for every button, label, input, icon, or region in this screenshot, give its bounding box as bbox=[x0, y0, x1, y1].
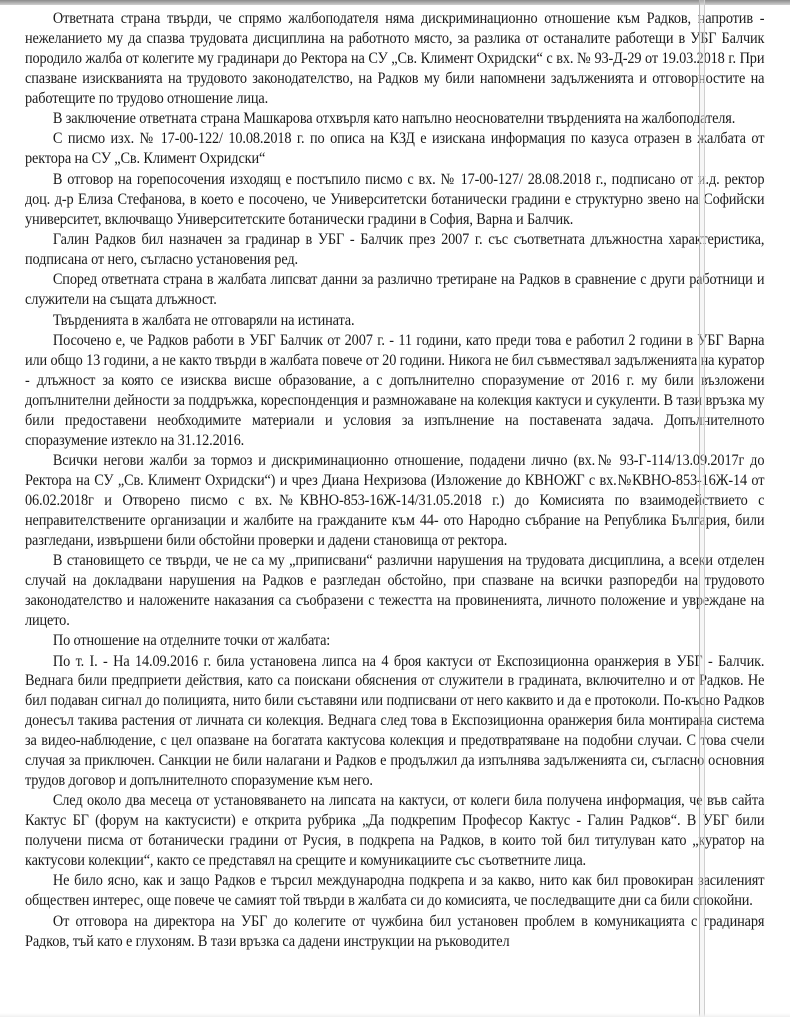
paragraph-claims-untrue: Твърденията в жалбата не отговаряли на истината. bbox=[52, 311, 355, 329]
document-page bbox=[25, 9, 765, 952]
paragraph-points-intro: По отношение на отделните точки от жалбата: bbox=[52, 632, 331, 650]
paragraph-unclear-support: Не било ясно, как и защо Радков е търсил международна подкрепа и за какво, нито как бил провокиран засиленият обществен интерес, още повече че самият той твърди в жалбата си до комисията, че последващите дни са били спокойни. bbox=[25, 872, 765, 910]
paragraph-kzd-letter: С писмо изх. № 17-00-122/ 10.08.2018 г. по описа на КЗД е изискана информация по казуса отразен в жалбата от ректора на СУ „Св. Климент Охридски“ bbox=[25, 130, 765, 168]
paragraph-communication-problem: От отговора на директора на УБГ до колегите от чужбина бил установен проблем в комуникацията с градинаря Радков, тъй като е глухоням. В тази връзка са дадени инструкции на ръководител bbox=[25, 912, 765, 950]
paragraph-forum: След около два месеца от установяването на липсата на кактуси, от колеги била получена информация, че във сайта Кактус БГ (форум на кактусисти) е открита рубрика „Да подкрепим Професор Кактус - Галин Радков“. В УБГ били получени писма от ботанически градини от Русия, в подкрепа на Радков, в които той бил титулуван като „куратор на кактусови колекции“, както се представял на срещите и комуникациите със съответните лица. bbox=[25, 792, 765, 870]
scan-top-edge bbox=[0, 0, 790, 5]
paragraph-work-history: Посочено е, че Радков работи в УБГ Балчик от 2007 г. - 11 години, като преди това е работил 2 години в УБГ Варна или общо 13 години, а не както твърди в жалбата повече от 20 години. Никога не бил съвместявал задълженията на куратор - длъжност за която се изисква висше образование, а с допълнително споразумение от 2016 г. му били възложени допълнителни дейности за поддръжка, кореспонденция и размножаване на колекция кактуси и сукуленти. В тази връзка му били предоставени необходимите материали и условия за изпълнение на поставената задача. Допълнителното споразумение изтекло на 31.12.2016. bbox=[25, 332, 765, 449]
paragraph-point-one: По т. I. - На 14.09.2016 г. била установена липса на 4 броя кактуси от Експозиционна оранжерия в УБГ - Балчик. Веднага били предприети действия, като са поискани обяснения от служители в градината, включително и от Радков. Не бил подаван сигнал до полицията, нито били съставяни или подписвани от него каквито и да е протоколи. По-късно Радков донесъл такива растения от личната си колекция. Веднага след това в Експозиционна оранжерия била монтирана система за видео-наблюдение, с цел опазване на богатата кактусова колекция и предотвратяване на подобни случаи. С това счели случая за приключен. Санкции не били налагани и Радков е продължил да изпълнява задълженията си, съгласно основния трудов договор и допълнителното споразумение към него. bbox=[25, 652, 765, 789]
paragraph-respondent-claims: Ответната страна твърди, че спрямо жалбоподателя няма дискриминационно отношение към Радков, напротив - нежеланието му да спазва трудовата дисциплина на работното място, за разлика от останалите работещи в УБГ Балчик породило жалба от колегите му градинари до Ректора на СУ „Св. Климент Охридски“ с вх. № 93-Д-29 от 19.03.2018 г. При спазване изискванията на трудовото законодателство, на Радков му били напомнени задълженията и отговорностите на работещите по трудово отношение лица. bbox=[25, 10, 765, 107]
paragraph-no-differential-treatment: Според ответната страна в жалбата липсват данни за различно третиране на Радков в сравнение с други работници и служители на същата длъжност. bbox=[25, 271, 765, 309]
paragraph-complaints: Всички негови жалби за тормоз и дискриминационно отношение, подадени лично (вх.№ 93-Г-114/13.09.2017г до Ректора на СУ „Св. Климент Охридски“) и чрез Диана Нехризова (Изложение до КВНОЖГ с вх.№КВНО-853-16Ж-14 от 06.02.2018г и Отворено писмо с вх.№КВНО-853-16Ж-14/31.05.2018 г.) до Комисията по взаимодействието с неправителствените организации и жалбите на гражданите към 44- ото Народно събрание на Република България, били разгледани, извършени били обстойни проверки и дадени становища от ректора. bbox=[25, 451, 765, 549]
scan-bottom-edge bbox=[0, 1013, 790, 1017]
paragraph-opinion: В становището се твърди, че не са му „приписвани“ различни нарушения на трудовата дисциплина, а всеки отделен случай на докладвани нарушения на Радков е разгледан обстойно, при спазване на всички разпоредби на трудовото законодателство и наложените наказания са съобразени с тежестта на провиненията, личното положение и увреждане на лицето. bbox=[25, 551, 765, 629]
paragraph-appointment: Галин Радков бил назначен за градинар в УБГ - Балчик през 2007 г. със съответната длъжностна характеристика, подписана от него, съгласно установения ред. bbox=[25, 230, 765, 268]
paragraph-rector-reply: В отговор на горепосочения изходящ е постъпило писмо с вх. № 17-00-127/ 28.08.2018 г., подписано от и.д. ректор доц. д-р Елиза Стефанова, в което е посочено, че Университетски ботанически градини е структурно звено на Софийски университет, включващо Университетските ботанически градини в София, Варна и Балчик. bbox=[25, 170, 765, 228]
paragraph-conclusion: В заключение ответната страна Машкарова отхвърля като напълно неоснователни твърденията на жалбоподателя. bbox=[52, 110, 736, 128]
